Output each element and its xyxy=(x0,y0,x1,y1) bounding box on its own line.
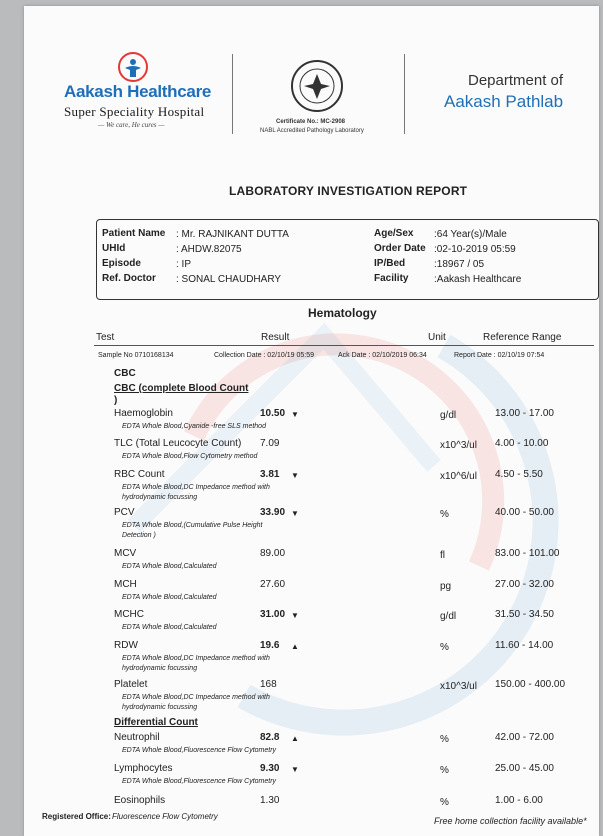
test-method: EDTA Whole Blood,Calculated xyxy=(122,624,217,631)
age-sex-label: Age/Sex xyxy=(374,228,414,239)
test-result: 33.90 xyxy=(260,507,286,518)
patient-name: : Mr. RAJNIKANT DUTTA xyxy=(176,229,289,240)
test-reference-range: 83.00 - 101.00 xyxy=(495,548,560,559)
test-method: EDTA Whole Blood,(Cumulative Pulse Height xyxy=(122,522,263,529)
test-reference-range: 1.00 - 6.00 xyxy=(495,795,543,806)
test-unit: pg xyxy=(440,581,452,592)
flag-low-icon: ▼ xyxy=(291,509,299,518)
test-name: Eosinophils xyxy=(114,795,166,806)
order-date-value: :02-10-2019 05:59 xyxy=(434,244,516,255)
test-result: 9.30 xyxy=(260,763,280,774)
test-method: EDTA Whole Blood,Calculated xyxy=(122,563,217,570)
test-reference-range: 40.00 - 50.00 xyxy=(495,507,554,518)
hospital-logo-icon xyxy=(118,52,148,82)
certificate-number: Certificate No.: MC-2908 xyxy=(276,119,346,125)
ref-doctor-label: Ref. Doctor xyxy=(102,273,156,284)
header-divider xyxy=(404,54,405,134)
test-result: 19.6 xyxy=(260,640,280,651)
test-name: PCV xyxy=(114,507,135,518)
test-method: EDTA Whole Blood,Fluorescence Flow Cytometry xyxy=(122,747,277,754)
test-name: Haemoglobin xyxy=(114,408,173,419)
subgroup-cbc-close: ) xyxy=(114,395,118,406)
collection-date: Collection Date : 02/10/19 05:59 xyxy=(214,352,315,359)
report-date: Report Date : 02/10/19 07:54 xyxy=(454,352,545,359)
test-unit: fl xyxy=(440,550,445,561)
subgroup-cbc: CBC (complete Blood Count xyxy=(114,383,249,394)
hospital-subtitle: Super Speciality Hospital xyxy=(64,104,205,119)
test-name: TLC (Total Leucocyte Count) xyxy=(114,438,242,449)
test-method: EDTA Whole Blood,DC Impedance method with xyxy=(122,694,270,701)
test-method: EDTA Whole Blood,Flow Cytometry method xyxy=(122,453,258,460)
test-unit: x10^3/ul xyxy=(440,681,477,692)
group-cbc: CBC xyxy=(114,368,136,379)
ack-date: Ack Date : 02/10/2019 06:34 xyxy=(338,352,427,359)
facility-value: :Aakash Healthcare xyxy=(434,274,522,285)
flag-low-icon: ▼ xyxy=(291,611,299,620)
flag-low-icon: ▼ xyxy=(291,765,299,774)
ref-doctor-value: : SONAL CHAUDHARY xyxy=(176,274,282,285)
test-reference-range: 11.60 - 14.00 xyxy=(495,640,554,651)
test-name: Lymphocytes xyxy=(114,763,173,774)
report-title: LABORATORY INVESTIGATION REPORT xyxy=(229,184,468,198)
ip-bed-value: :18967 / 05 xyxy=(434,259,485,270)
header-divider xyxy=(232,54,233,134)
test-unit: x10^6/ul xyxy=(440,471,477,482)
test-unit: % xyxy=(440,509,449,520)
test-method-cont: Detection ) xyxy=(122,532,156,539)
test-name: RDW xyxy=(114,640,138,651)
test-result: 10.50 xyxy=(260,408,286,419)
episode-label: Episode xyxy=(102,258,141,269)
test-reference-range: 4.00 - 10.00 xyxy=(495,438,549,449)
sample-no: Sample No 0710168134 xyxy=(98,352,174,359)
facility-label: Facility xyxy=(374,273,409,284)
test-result: 82.8 xyxy=(260,732,280,743)
test-method-cont: hydrodynamic focussing xyxy=(122,704,198,711)
ip-bed-label: IP/Bed xyxy=(374,258,406,269)
flag-high-icon: ▲ xyxy=(291,734,299,743)
section-title: Hematology xyxy=(308,306,377,320)
test-unit: g/dl xyxy=(440,611,457,622)
test-method: EDTA Whole Blood,DC Impedance method with xyxy=(122,484,270,491)
test-method: EDTA Whole Blood,Fluorescence Flow Cytometry xyxy=(122,778,277,785)
patient-name-label: Patient Name xyxy=(102,228,166,239)
uhid-label: UHId xyxy=(102,243,126,254)
test-name: Platelet xyxy=(114,679,148,690)
department-label: Department of xyxy=(468,72,564,89)
home-collection-note: Free home collection facility available* xyxy=(434,816,587,826)
flag-low-icon: ▼ xyxy=(291,471,299,480)
col-unit: Unit xyxy=(428,332,446,343)
col-reference: Reference Range xyxy=(483,332,562,343)
hospital-brand: Aakash Healthcare xyxy=(64,82,212,101)
test-name: RBC Count xyxy=(114,469,165,480)
test-reference-range: 25.00 - 45.00 xyxy=(495,763,554,774)
test-reference-range: 4.50 - 5.50 xyxy=(495,469,543,480)
test-method: EDTA Whole Blood,Cyanide -free SLS method xyxy=(122,423,266,430)
test-name: MCV xyxy=(114,548,137,559)
test-method-cont: hydrodynamic focussing xyxy=(122,494,198,501)
test-result: 7.09 xyxy=(260,438,280,449)
test-unit: % xyxy=(440,642,449,653)
test-result: 27.60 xyxy=(260,579,286,590)
test-reference-range: 150.00 - 400.00 xyxy=(495,679,566,690)
hospital-tagline: — We care, He cures — xyxy=(98,121,165,129)
test-unit: x10^3/ul xyxy=(440,440,477,451)
test-result: 1.30 xyxy=(260,795,280,806)
test-name: MCHC xyxy=(114,609,144,620)
test-result: 89.00 xyxy=(260,548,286,559)
order-date-label: Order Date xyxy=(374,243,426,254)
test-method-cont: hydrodynamic focussing xyxy=(122,665,198,672)
nabl-seal-icon xyxy=(290,58,344,116)
test-method: EDTA Whole Blood,DC Impedance method with xyxy=(122,655,270,662)
test-reference-range: 27.00 - 32.00 xyxy=(495,579,554,590)
test-reference-range: 31.50 - 34.50 xyxy=(495,609,554,620)
footer-method: Fluorescence Flow Cytometry xyxy=(112,812,218,821)
test-result: 3.81 xyxy=(260,469,280,480)
report-page xyxy=(24,6,599,836)
col-result: Result xyxy=(261,332,290,343)
age-sex-value: :64 Year(s)/Male xyxy=(434,229,507,240)
test-name: MCH xyxy=(114,579,137,590)
flag-low-icon: ▼ xyxy=(291,410,299,419)
test-method: EDTA Whole Blood,Calculated xyxy=(122,594,217,601)
test-unit: % xyxy=(440,797,449,808)
flag-high-icon: ▲ xyxy=(291,642,299,651)
test-reference-range: 13.00 - 17.00 xyxy=(495,408,554,419)
test-name: Neutrophil xyxy=(114,732,160,743)
test-result: 168 xyxy=(260,679,277,690)
test-unit: g/dl xyxy=(440,410,457,421)
test-unit: % xyxy=(440,765,449,776)
registered-office-label: Registered Office: xyxy=(42,812,111,821)
test-reference-range: 42.00 - 72.00 xyxy=(495,732,554,743)
test-unit: % xyxy=(440,734,449,745)
test-result: 31.00 xyxy=(260,609,286,620)
episode-value: : IP xyxy=(176,259,192,270)
header-rule xyxy=(94,345,594,346)
col-test: Test xyxy=(96,332,115,343)
certificate-subtitle: NABL Accredited Pathology Laboratory xyxy=(260,128,364,134)
patient-info-box xyxy=(96,219,599,300)
lab-name: Aakash Pathlab xyxy=(444,92,564,111)
uhid-value: : AHDW.82075 xyxy=(176,244,242,255)
differential-count-heading: Differential Count xyxy=(114,717,198,728)
